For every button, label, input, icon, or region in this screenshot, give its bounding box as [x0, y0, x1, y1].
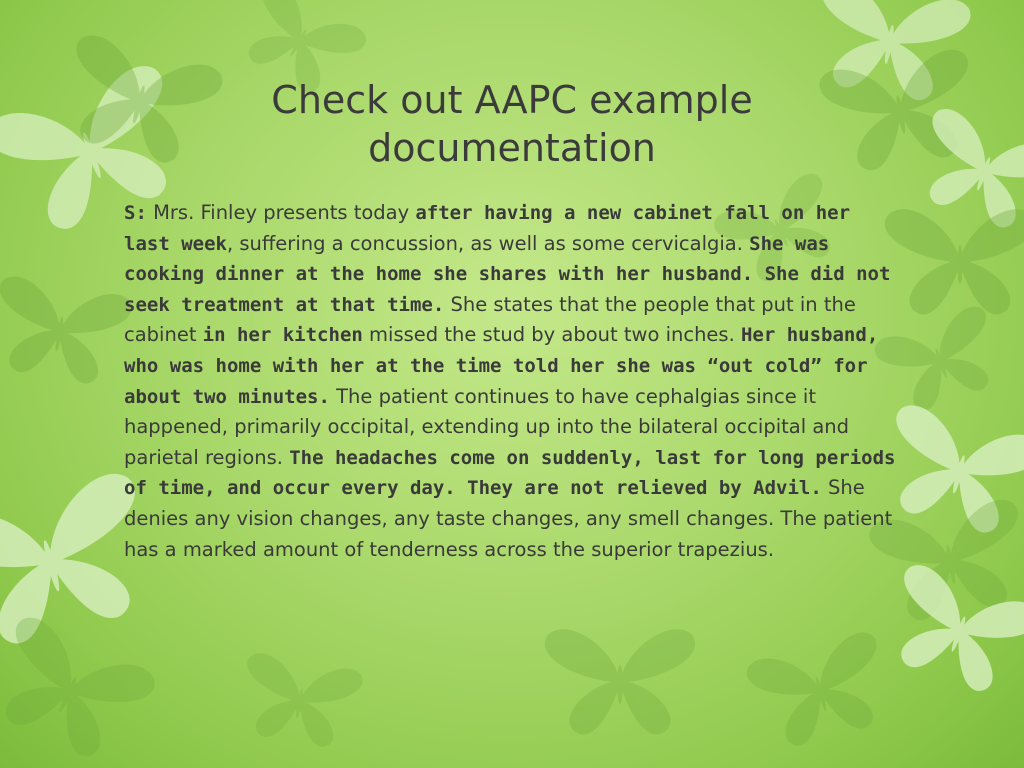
butterfly-icon — [545, 629, 695, 734]
text-run: missed the stud by about two inches. — [362, 323, 741, 347]
butterfly-icon — [0, 612, 160, 768]
bold-text-run: in her kitchen — [202, 324, 363, 347]
bold-text-run: She was cooking dinner at the home she shares with her husband. She did not seek treatment at that time. — [124, 232, 891, 316]
bold-text-run: after having a new cabinet fall on her last week — [124, 202, 851, 255]
butterfly-icon — [744, 629, 897, 754]
slide-title — [200, 76, 824, 172]
documentation-paragraph — [124, 198, 906, 565]
butterfly-icon — [0, 274, 134, 389]
slide-title-line2: documentation — [368, 126, 656, 170]
text-run: The patient continues to have cephalgias since it happened, primarily occipital, extending up into the bilateral occipital and parietal regions. — [124, 384, 850, 469]
bold-text-run: The headaches come on suddenly, last for long periods of time, and occur every day. They are not relieved by Advil. — [124, 446, 896, 500]
bold-text-run: Her husband, who was home with her at the time told her she was “out cold” for about two minutes. — [124, 324, 879, 408]
text-run: She states that the people that put in the cabinet — [124, 292, 856, 347]
butterfly-icon — [235, 651, 364, 752]
bold-text-run: S: — [124, 202, 147, 224]
text-run: , suffering a concussion, as well as some cervicalgia. — [226, 231, 750, 255]
text-run: She denies any vision changes, any taste changes, any smell changes. The patient has a marked amount of tenderness across the superior trapezius. — [124, 476, 893, 561]
text-run: Mrs. Finley presents today — [146, 201, 416, 224]
slide-title-line1: Check out AAPC example — [271, 78, 753, 122]
